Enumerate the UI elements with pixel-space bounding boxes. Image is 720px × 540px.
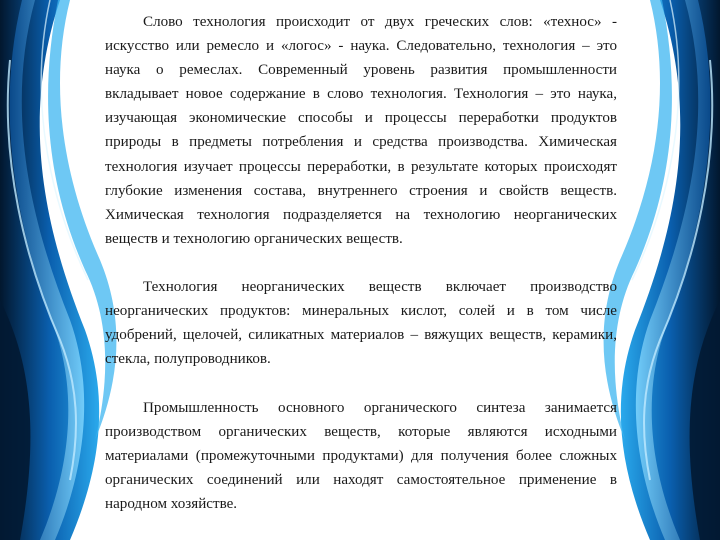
paragraph-technology-definition: Слово технология происходит от двух греческих слов: «технос» - искусство или ремесло и «логос» - наука. Следовательно, технология – это наука о ремеслах. Современный уровень развития промышленности вкладывает новое содержание в слово технология. Технология – это наука, изучающая экономические способы и процессы переработки продуктов природы в предметы потребления и средства производства. Химическая технология изучает процессы переработки, в результате которых происходят глубокие изменения состава, внутреннего строения и свойств веществ. Химическая технология подразделяется на технологию неорганических веществ и технологию органических веществ.	[105, 14, 617, 247]
body-text	[105, 10, 617, 516]
paragraph-organic-synthesis: Промышленность основного органического синтеза занимается производством органических веществ, которые являются исходными материалами (промежуточными продуктами) для получения более сложных органических соединений или находят самостоятельное применение в народном хозяйстве.	[105, 399, 617, 512]
paragraph-inorganic-technology: Технология неорганических веществ включает производство неорганических продуктов: минеральных кислот, солей и в том числе удобрений, щелочей, силикатных материалов – вяжущих веществ, керамики, стекла, полупроводников.	[105, 279, 617, 368]
